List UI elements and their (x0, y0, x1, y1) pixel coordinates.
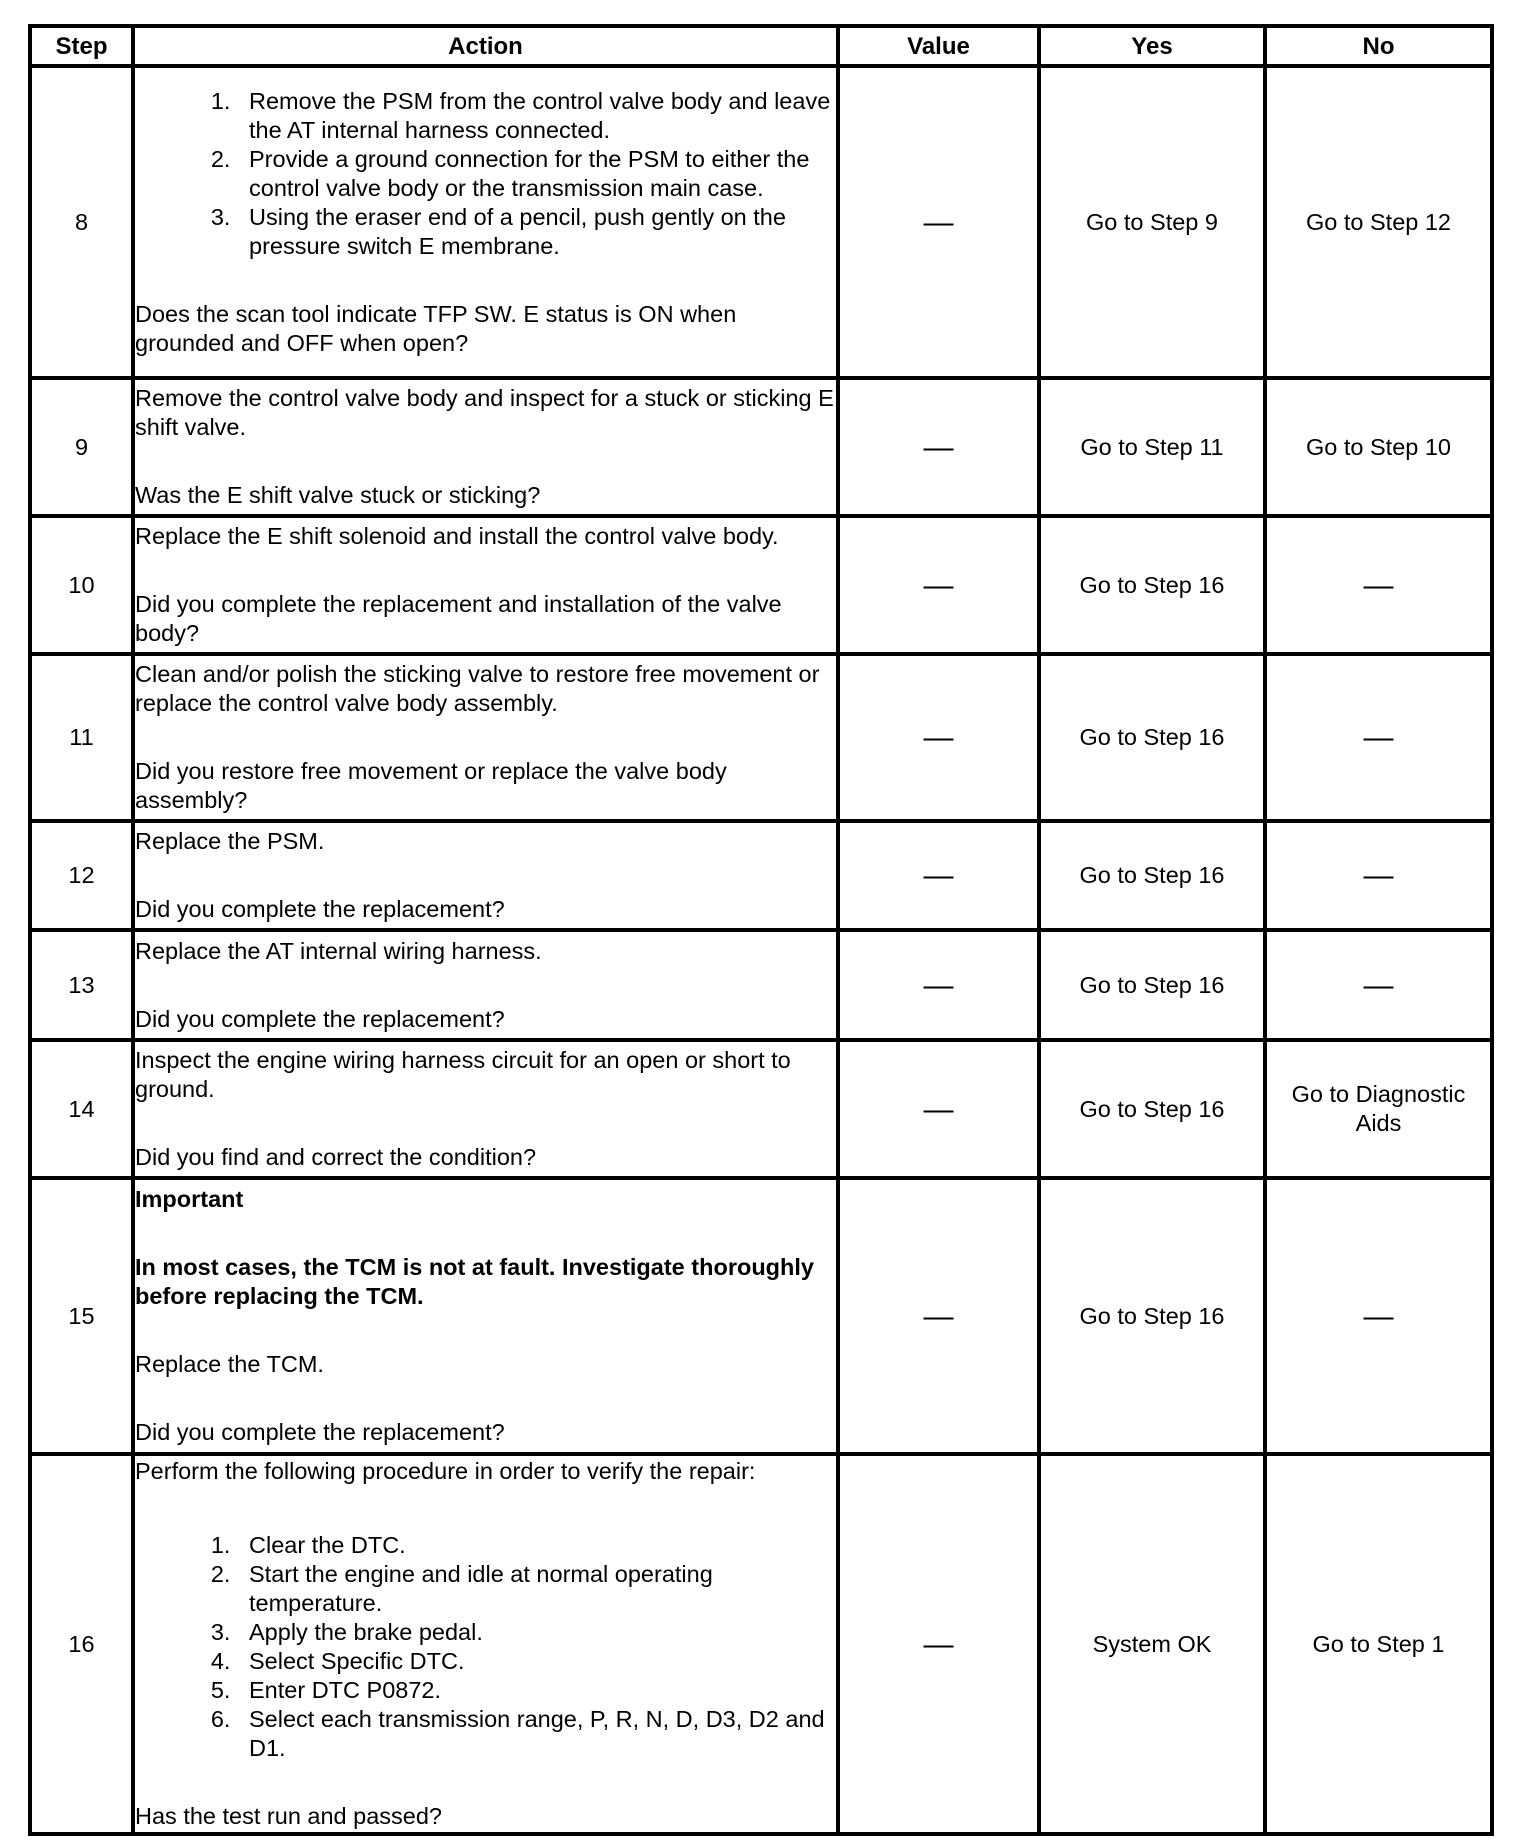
diagnostic-table (28, 24, 1494, 1836)
step-number: 11 (30, 654, 133, 821)
action-cell (133, 1040, 838, 1178)
no-cell: Go to Diagnostic Aids (1265, 1040, 1492, 1178)
step-number: 10 (30, 516, 133, 654)
no-cell: — (1265, 516, 1492, 654)
action-text: Perform the following procedure in order to verify the repair: (135, 1458, 756, 1484)
action-list (135, 1531, 836, 1763)
action-text: Replace the AT internal wiring harness. (135, 937, 542, 964)
action-question: Did you complete the replacement? (135, 1419, 505, 1445)
table-row (30, 516, 1492, 654)
table-row (30, 654, 1492, 821)
step-number: 12 (30, 821, 133, 930)
action-question: Did you complete the replacement and installation of the valve body? (135, 591, 782, 646)
action-list-item: 3. Apply the brake pedal. (237, 1618, 836, 1647)
value-cell: — (838, 378, 1039, 516)
no-cell: — (1265, 654, 1492, 821)
value-cell: — (838, 1454, 1039, 1834)
action-list-item: 2. Start the engine and idle at normal operating temperature. (237, 1560, 836, 1618)
value-cell: — (838, 654, 1039, 821)
action-cell (133, 1454, 838, 1834)
action-list-item: 5. Enter DTC P0872. (237, 1676, 836, 1705)
yes-cell: Go to Step 11 (1039, 378, 1265, 516)
header-row (30, 26, 1492, 66)
no-cell: — (1265, 821, 1492, 930)
step-number: 13 (30, 930, 133, 1040)
table-row (30, 821, 1492, 930)
yes-cell: Go to Step 9 (1039, 66, 1265, 378)
action-question: Was the E shift valve stuck or sticking? (135, 482, 541, 508)
action-list-item: 3. Using the eraser end of a pencil, push gently on the pressure switch E membrane. (237, 203, 836, 261)
yes-cell: Go to Step 16 (1039, 654, 1265, 821)
yes-cell: Go to Step 16 (1039, 930, 1265, 1040)
header-no: No (1265, 26, 1492, 66)
action-list (135, 87, 836, 261)
action-question: Does the scan tool indicate TFP SW. E status is ON when grounded and OFF when open? (135, 300, 737, 356)
step-number: 14 (30, 1040, 133, 1178)
action-list-item: 4. Select Specific DTC. (237, 1647, 836, 1676)
no-cell: Go to Step 12 (1265, 66, 1492, 378)
header-action: Action (133, 26, 838, 66)
value-cell: — (838, 66, 1039, 378)
action-list-item: 1. Remove the PSM from the control valve body and leave the AT internal harness connected. (237, 87, 836, 145)
no-cell: Go to Step 10 (1265, 378, 1492, 516)
step-number: 15 (30, 1178, 133, 1454)
action-text: Replace the E shift solenoid and install the control valve body. (135, 523, 779, 549)
action-question: Did you complete the replacement? (135, 896, 505, 922)
action-question: Has the test run and passed? (135, 1803, 443, 1829)
table-row (30, 66, 1492, 378)
action-list-item: 6. Select each transmission range, P, R, N, D, D3, D2 and D1. (237, 1705, 836, 1763)
action-cell (133, 654, 838, 821)
action-text: Replace the PSM. (135, 828, 325, 854)
no-cell: — (1265, 930, 1492, 1040)
yes-cell: Go to Step 16 (1039, 516, 1265, 654)
table-row (30, 1454, 1492, 1834)
value-cell: — (838, 930, 1039, 1040)
header-step: Step (30, 26, 133, 66)
action-question: Did you complete the replacement? (135, 1005, 505, 1032)
action-text: Inspect the engine wiring harness circuit for an open or short to ground. (135, 1047, 791, 1102)
step-number: 8 (30, 66, 133, 378)
value-cell: — (838, 821, 1039, 930)
no-cell: Go to Step 1 (1265, 1454, 1492, 1834)
action-list-item: 2. Provide a ground connection for the PSM to either the control valve body or the transmission main case. (237, 145, 836, 203)
yes-cell: Go to Step 16 (1039, 1040, 1265, 1178)
table-row (30, 1178, 1492, 1454)
header-value: Value (838, 26, 1039, 66)
value-cell: — (838, 1040, 1039, 1178)
important-label: Important (135, 1186, 244, 1212)
value-cell: — (838, 1178, 1039, 1454)
important-warning: In most cases, the TCM is not at fault. Investigate thoroughly before replacing the TCM. (135, 1254, 814, 1309)
yes-cell: Go to Step 16 (1039, 1178, 1265, 1454)
action-cell (133, 930, 838, 1040)
no-cell: — (1265, 1178, 1492, 1454)
table-row (30, 1040, 1492, 1178)
value-cell: — (838, 516, 1039, 654)
action-text: Replace the TCM. (135, 1351, 324, 1377)
table-row (30, 378, 1492, 516)
action-cell (133, 66, 838, 378)
action-cell (133, 516, 838, 654)
step-number: 16 (30, 1454, 133, 1834)
action-question: Did you restore free movement or replace the valve body assembly? (135, 758, 727, 813)
action-text: Remove the control valve body and inspect for a stuck or sticking E shift valve. (135, 385, 834, 440)
action-text: Clean and/or polish the sticking valve to restore free movement or replace the control valve body assembly. (135, 661, 820, 716)
yes-cell: System OK (1039, 1454, 1265, 1834)
header-yes: Yes (1039, 26, 1265, 66)
action-cell (133, 1178, 838, 1454)
action-question: Did you find and correct the condition? (135, 1144, 537, 1170)
action-cell (133, 378, 838, 516)
action-list-item: 1. Clear the DTC. (237, 1531, 836, 1560)
step-number: 9 (30, 378, 133, 516)
yes-cell: Go to Step 16 (1039, 821, 1265, 930)
table-row (30, 930, 1492, 1040)
action-cell (133, 821, 838, 930)
